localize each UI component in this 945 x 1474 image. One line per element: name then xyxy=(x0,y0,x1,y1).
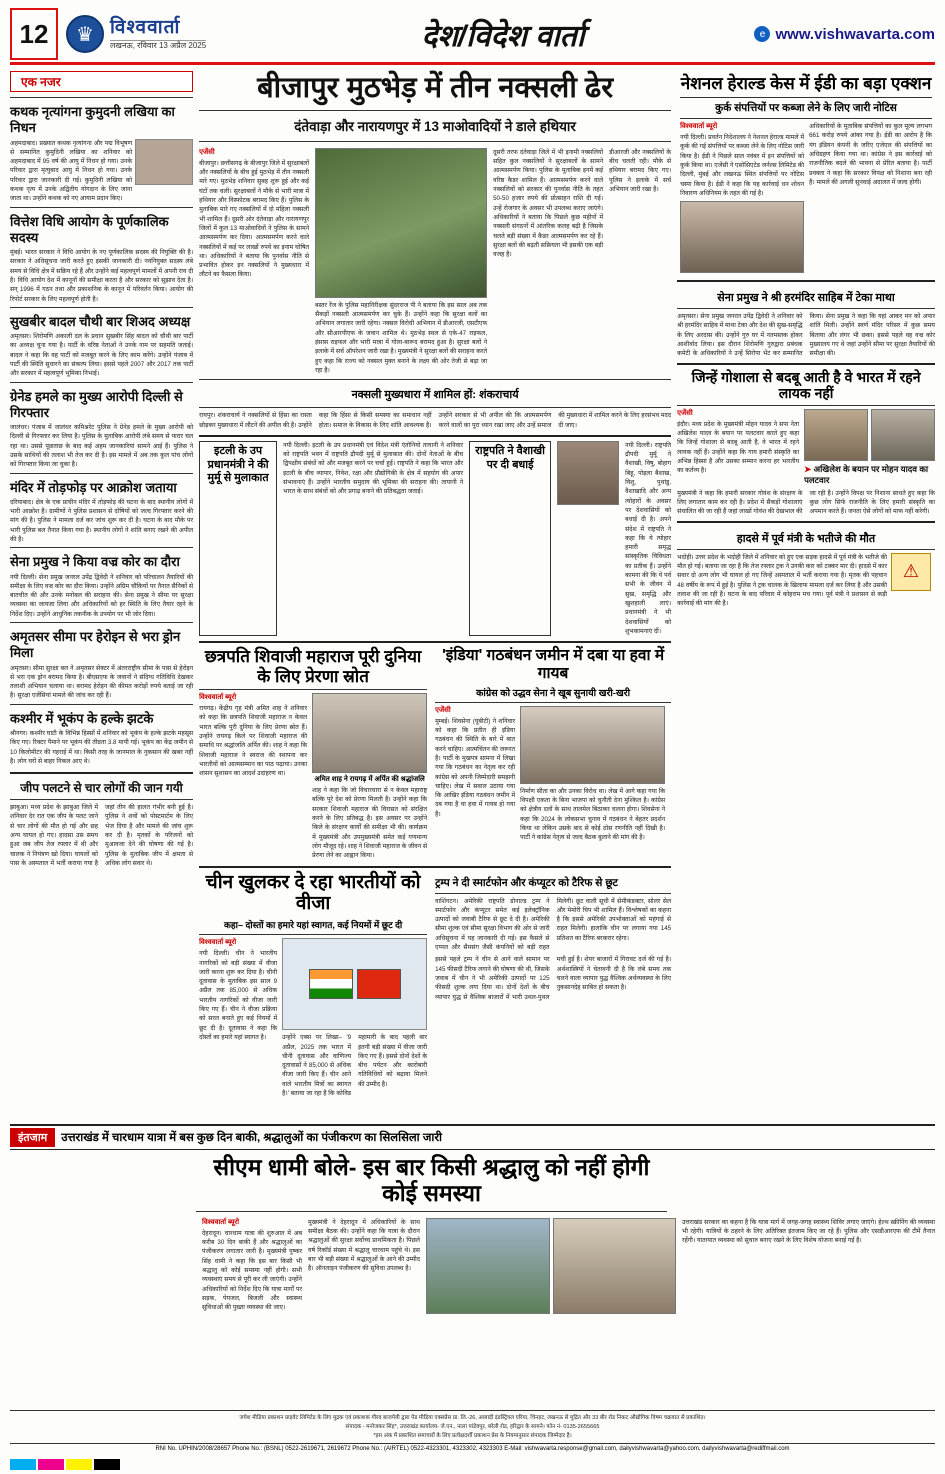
brief-headline: वित्तेश विधि आयोग के पूर्णकालिक सदस्य xyxy=(10,213,169,245)
center-column xyxy=(199,71,671,1098)
section-title: देश/विदेश वार्ता xyxy=(421,19,585,53)
brief-headline: सेना प्रमुख ने किया वज्र कोर का दौरा xyxy=(10,554,180,570)
goshala-headline: जिन्हें गोशाला से बदबू आती है वे भारत में रहने लायक नहीं xyxy=(691,368,921,402)
india-alliance-agency: एजेंसी xyxy=(435,706,451,714)
logo-subtitle: लखनऊ, रविवार 13 अप्रैल 2025 xyxy=(110,40,207,50)
lead-col-2: बस्तर रेंज के पुलिस महानिरीक्षक सुंदरराज पी ने बताया कि इस साल अब तक सैकड़ों नक्सली आत्मसमर्पण कर चुके हैं। उन्होंने कहा कि सुरक्षा बलों का अभियान लगातार जारी रहेगा। नक्सल विरोधी अभियान में डीआरजी, एसटीएफ और सीआरपीएफ के जवान शामिल थे। मुठभेड़ स्थल से एके-47 राइफल, इंसास राइफल और भारी मात्रा में गोला-बारूद बरामद हुआ है। सुरक्षा बलों ने इलाके में सर्च ऑपरेशन जारी रखा है। मुख्यमंत्री ने सुरक्षा बलों की सराहना करते हुए कहा कि राज्य को नक्सल मुक्त बनाने के लक्ष्य की ओर तेजी से बढ़ा जा रहा है। xyxy=(315,301,488,374)
brief-headline: कथक नृत्यांगना कुमुदनी लखिया का निधन xyxy=(10,104,175,136)
security-forces-jungle-photo xyxy=(315,148,487,298)
brief-item xyxy=(10,386,193,470)
trump-story xyxy=(435,872,671,1099)
brief-item xyxy=(10,311,193,379)
rashtrapati-box xyxy=(469,441,551,636)
footer-line-1: जयेश मीडिया प्रकाशन प्राइवेट लिमिटेड के लिए मुद्रक एवं प्रकाशक गौरव बाजपेयी द्वारा पेड मीडिया एक्सप्रेस प्रा. लि.-26, आबादी इंडस्ट्रियल एरिया, चिनहट, लखनऊ से मुद्रित और 33 बीर रोड निकट औद्योगिक विषम चक्रवात से प्रकाशित। xyxy=(239,1415,706,1422)
brief-body: नयी दिल्ली। सेना प्रमुख जनरल उपेंद्र द्विवेदी ने शनिवार को परिचालन तैयारियों की समीक्षा के लिए वज्र कोर का दौरा किया। उन्होंने अग्रिम चौकियों पर तैनात सैनिकों से बातचीत की और उनके मनोबल की सराहना की। सेना प्रमुख ने सीमा पर सुरक्षा व्यवस्था का जायजा लिया और अधिकारियों को हर स्थिति के लिए तैयार रहने के निर्देश दिए। उन्होंने आधुनिक तकनीक के उपयोग पर भी जोर दिया। xyxy=(10,573,194,618)
national-herald-headline: नेशनल हेराल्ड केस में ईडी का बड़ा एक्शन xyxy=(680,74,932,93)
china-flag-icon xyxy=(357,969,401,999)
footer-rni: RNI No. UPHIN/2008/28657 Phone No.: (BSNL) 0522-2619671, 2619672 Phone No.: (AIRTEL) 0522-4323301, 4323302, 4323303 E-Mail: vishwavarta.response@gmail.com, dailyvishwavarta@yahoo.com, dailyvishwavarta@rediffmail.com xyxy=(10,1443,935,1452)
brief-body: अमृतसर। सीमा सुरक्षा बल ने अमृतसर सेक्टर में अंतरराष्ट्रीय सीमा के पास से हेरोइन से भरा एक ड्रोन बरामद किया है। बीएसएफ के जवानों ने संदिग्ध गतिविधि देखकर तलाशी अभियान चलाया था। बरामद हेरोइन की कीमत करोड़ों रुपये बताई जा रही है। सुरक्षा एजेंसियां मामले की जांच कर रही हैं। xyxy=(10,664,194,700)
accident-warning-icon: ⚠ xyxy=(891,553,931,591)
right-bottom-headline: हादसे में पूर्व मंत्री के भतीजे की मौत xyxy=(736,532,876,545)
arrow-icon: ➤ xyxy=(804,463,812,474)
shivaji-col-2: शाह ने कहा कि जो विचारधारा से न केवल महाराष्ट्र बल्कि पूरे देश को प्रेरणा मिलती है। उन्होंने कहा कि सरकार शिवाजी महाराज की विरासत को संरक्षित करने के लिए प्रतिबद्ध है। इस अवसर पर उन्होंने किले के संरक्षण कार्यों की समीक्षा भी की। कार्यक्रम में मुख्यमंत्री और उपमुख्यमंत्री समेत कई गणमान्य लोग मौजूद रहे। शाह ने शिवाजी महाराज के जीवन से प्रेरणा लेने का आह्वान किया। xyxy=(312,787,428,860)
brief-body: अहमदाबाद। प्रख्यात कथक नृत्यांगना और पद्म विभूषण से सम्मानित कुमुदिनी लखिया का शनिवार को अहमदाबाद में 95 वर्ष की आयु में निधन हो गया। उनके परिवार द्वारा मृत्युबाद आयु में निधन हो गया। उनके परिवार द्वारा जानकारी दी गई। कुमुदिनी लखिया को कथक नृत्य में उनके अद्वितीय योगदान के लिए जाना जाता था। उन्होंने कथक को नए आयाम प्रदान किए। xyxy=(10,139,193,204)
army-chief-headline: सेना प्रमुख ने श्री हरमंदिर साहिब में टेका माथा xyxy=(717,292,895,305)
india-flag-icon xyxy=(309,969,353,999)
italy-headline: इटली के उप प्रधानमंत्री ने की मुर्मू से मुलाकात xyxy=(207,444,269,485)
cm-dhami-photo xyxy=(553,1218,677,1314)
section-title-wrap xyxy=(281,8,725,60)
lead-col-4: डीआरजी और नक्सलियों के बीच चलती रही। मौके से हथियार बरामद किए गए। पुलिस ने इलाके में सर्च अभियान जारी रखा है। xyxy=(609,148,672,194)
goshala-note: ➤ अखिलेश के बयान पर मोहन यादव का पलटवार xyxy=(804,463,929,485)
publication-logo xyxy=(66,8,281,60)
brief-item xyxy=(10,101,193,204)
rashtrapati-headline: राष्ट्रपति ने वैशाखी पर दी बधाई xyxy=(475,444,545,471)
national-herald-col-2: अधिकारियों के मुताबिक संपत्तियों का कुल मूल्य लगभग 661 करोड़ रुपये आंका गया है। ईडी का आरोप है कि यंग इंडियन कंपनी के जरिए एजेएल की संपत्तियों का अधिग्रहण किया गया था। कांग्रेस ने इस कार्रवाई को राजनीतिक बदले की भावना से प्रेरित बताया है। पार्टी प्रवक्ता ने कहा कि सरकार विपक्ष को निशाना बना रही है। मामले की अगली सुनवाई अदालत में जल्द होगी। xyxy=(809,123,932,186)
intezam-tag: इंतजाम xyxy=(10,1128,55,1147)
uddhav-thackeray-photo xyxy=(520,706,665,784)
brief-headline: मंदिर में तोड़फोड़ पर आक्रोश जताया xyxy=(10,479,177,495)
national-herald-dek: कुर्क संपत्तियों पर कब्जा लेने के लिए जारी नोटिस xyxy=(715,102,897,115)
india-alliance-headline: 'इंडिया' गठबंधन जमीन में दबा या हवा में गायब xyxy=(442,647,665,682)
right-bottom-body: भदोही। उत्तर प्रदेश के भदोही जिले में शनिवार को हुए एक सड़क हादसे में पूर्व मंत्री के भतीजे की मौत हो गई। बताया जा रहा है कि तेज रफ्तार ट्रक ने उनकी कार को टक्कर मार दी। हादसे में कार सवार दो अन्य लोग भी घायल हो गए जिन्हें अस्पताल में भर्ती कराया गया है। मृतक की पहचान 48 वर्षीय के रूप में हुई है। पुलिस ने ट्रक चालक के खिलाफ मामला दर्ज कर लिया है और उसकी तलाश की जा रही है। घटना के बाद परिवार में कोहराम मच गया। पूर्व मंत्री ने प्रशासन से कड़ी कार्रवाई की मांग की है। xyxy=(677,553,887,608)
goshala-story xyxy=(677,369,935,517)
brief-item xyxy=(10,626,193,701)
china-visa-story xyxy=(199,872,427,1099)
goshala-byline: एजेंसी xyxy=(677,409,693,417)
kumudini-lakhia-photo xyxy=(135,139,193,185)
bottom-band-title: उत्तराखंड में चारधाम यात्रा में बस कुछ दिन बाकी, श्रद्धालुओं का पंजीकरण का सिलसिला जारी xyxy=(61,1132,443,1144)
lead-col-1: बीजापुर। छत्तीसगढ़ के बीजापुर जिले में सुरक्षाबलों और नक्सलियों के बीच हुई मुठभेड़ में तीन नक्सली मारे गए। मुठभेड़ शनिवार सुबह शुरू हुई और कई घंटों तक चली। सुरक्षाबलों ने मौके से भारी मात्रा में हथियार और विस्फोटक बरामद किए हैं। पुलिस के मुताबिक मारे गए नक्सलियों में दो महिला नक्सली भी शामिल हैं। दूसरी ओर दंतेवाड़ा और नारायणपुर जिलों में कुल 13 माओवादियों ने पुलिस के सामने आत्मसमर्पण कर दिया। आत्मसमर्पण करने वाले नक्सलियों में कई पर लाखों रुपये का इनाम घोषित था। अधिकारियों ने बताया कि पुनर्वास नीति से प्रभावित होकर इन नक्सलियों ने मुख्यधारा में लौटने का फैसला किया। xyxy=(199,159,310,279)
kedarnath-temple-photo xyxy=(426,1218,550,1314)
national-herald-col-1: नयी दिल्ली। प्रवर्तन निदेशालय ने नेशनल हेराल्ड मामले में कुर्क की गई संपत्तियों पर कब्जा लेने के लिए नोटिस जारी किया है। ईडी ने पिछले साल नवंबर में इन संपत्तियों को कुर्क किया था। एजेंसी ने एसोसिएटेड जर्नल्स लिमिटेड की दिल्ली, मुंबई और लखनऊ स्थित संपत्तियों पर नोटिस चस्पा किया है। ईडी ने कहा कि यह कार्रवाई धन शोधन निवारण अधिनियम के तहत की गई है। xyxy=(680,134,805,197)
india-alliance-col-1: मुम्बई। शिवसेना (यूबीटी) ने शनिवार को कहा कि प्रतीत ही इंडिया गठबंधन की स्थिति के बारे में बात करने चाहिए। आत्मचिंतन की जरूरत है। पार्टी के मुखपत्र सामना में लिखा गया कि गठबंधन का नेतृत्व कर रही कांग्रेस को अपनी जिम्मेदारी समझनी चाहिए। लेख में सवाल उठाया गया कि आखिर इंडिया गठबंधन जमीन में दब गया है या हवा में गायब हो गया है। xyxy=(435,717,516,818)
ed-case-leaders-photo xyxy=(680,201,804,273)
left-bottom-story xyxy=(10,778,193,868)
lead-agency: एजेंसी xyxy=(199,148,215,156)
right-column xyxy=(677,71,935,1098)
goshala-col-1: इंदौर। मध्य प्रदेश के मुख्यमंत्री मोहन यादव ने सपा नेता अखिलेश यादव के बयान पर पलटवार करते हुए कहा कि जिन्हें गोशाला से बदबू आती है, वे भारत में रहने लायक नहीं हैं। उन्होंने कहा कि गाय हमारी संस्कृति का अभिन्न हिस्सा है और उसका सम्मान करना हर भारतीय का कर्तव्य है। xyxy=(677,420,800,475)
page-body xyxy=(10,71,935,1098)
brief-item xyxy=(10,211,193,304)
left-column xyxy=(10,71,193,1098)
website-text: www.vishwavarta.com xyxy=(775,25,935,43)
left-bottom-headline: जीप पलटने से चार लोगों की जान गयी xyxy=(20,781,183,796)
globe-icon: e xyxy=(754,26,770,42)
national-herald-story xyxy=(677,71,935,276)
left-bottom-body: झाबुआ। मध्य प्रदेश के झाबुआ जिले में शनिवार देर रात एक जीप के पलट जाने से चार लोगों की मौत हो गई और छह अन्य घायल हो गए। हादसा उस समय हुआ जब जीप तेज रफ्तार में थी और चालक ने नियंत्रण खो दिया। घायलों को पास के अस्पताल में भर्ती कराया गया है जहां तीन की हालत गंभीर बनी हुई है। पुलिस ने शवों को पोस्टमार्टम के लिए भेज दिया है और मामले की जांच शुरू कर दी है। मृतकों के परिजनों को मुआवजा देने की घोषणा की गई है। पुलिस के मुताबिक जीप में क्षमता से अधिक लोग सवार थे। xyxy=(10,804,194,867)
shivaji-col-1: रायगढ़। केंद्रीय गृह मंत्री अमित शाह ने शनिवार को कहा कि छत्रपति शिवाजी महाराज न केवल भारत बल्कि पूरी दुनिया के लिए प्रेरणा स्रोत हैं। उन्होंने रायगढ़ किले पर शिवाजी महाराज की समाधि पर श्रद्धांजलि अर्पित की। शाह ने कहा कि शिवाजी महाराज ने स्वराज की स्थापना कर भारतीयों को आत्मसम्मान का पाठ पढ़ाया। उनका शासन सुशासन का आदर्श उदाहरण था। xyxy=(199,705,308,778)
bottom-band-headline: सीएम धामी बोले- इस बार किसी श्रद्धालु को नहीं होगी कोई समस्या xyxy=(213,1154,650,1207)
shivaji-story xyxy=(199,647,427,860)
shankaracharya-body: रायपुर। शंकराचार्य ने नक्सलियों से हिंसा का रास्ता छोड़कर मुख्यधारा में लौटने की अपील की है। उन्होंने कहा कि हिंसा से किसी समस्या का समाधान नहीं होता। समाज के विकास के लिए शांति आवश्यक है। उन्होंने सरकार से भी अपील की कि आत्मसमर्पण करने वालों का पूरा ध्यान रखा जाए और उन्हें समाज की मुख्यधारा में शामिल करने के लिए हरसंभव मदद दी जाए। xyxy=(199,412,672,429)
website-link[interactable] xyxy=(725,8,935,60)
trump-body-2: इससे पहले ट्रम्प ने चीन से आने वाले सामान पर 145 फीसदी टैरिफ लगाने की घोषणा की थी, जिसके जवाब में चीन ने भी अमेरिकी उत्पादों पर 125 फीसदी शुल्क लगा दिया था। दोनों देशों के बीच व्यापार युद्ध से वैश्विक बाजारों में भारी उथल-पुथल मची हुई है। शेयर बाजारों में गिरावट दर्ज की गई है। अर्थशास्त्रियों ने चेतावनी दी है कि लंबे समय तक चलने वाला व्यापार युद्ध वैश्विक अर्थव्यवस्था के लिए नुकसानदेह साबित हो सकता है। xyxy=(435,956,672,1001)
right-bottom-story xyxy=(677,527,935,609)
india-china-flags-photo xyxy=(282,938,427,1030)
india-alliance-col-2: निर्माण सीता का और उनका विरोध था। लेख में आगे कहा गया कि विपक्षी एकता के बिना भाजपा को चुनौती देना मुश्किल है। कांग्रेस को क्षेत्रीय दलों के साथ तालमेल बिठाकर चलना होगा। शिवसेना ने कहा कि 2024 के लोकसभा चुनाव में गठबंधन ने बेहतर प्रदर्शन किया था लेकिन उसके बाद से कोई ठोस रणनीति नहीं दिखी है। पार्टी ने कांग्रेस नेतृत्व से जल्द बैठक बुलाने की मांग की है। xyxy=(520,787,666,842)
brief-headline: ग्रेनेड हमले का मुख्य आरोपी दिल्ली से गिरफ्तार xyxy=(10,388,183,420)
goshala-col-2: मुख्यमंत्री ने कहा कि हमारी सरकार गोवंश के संरक्षण के लिए लगातार काम कर रही है। प्रदेश में सैकड़ों गोशालाएं संचालित की जा रही हैं जहां लाखों गोवंश की देखभाल की जा रही है। उन्होंने विपक्ष पर निशाना साधते हुए कहा कि कुछ लोग सिर्फ राजनीति के लिए हमारी संस्कृति का अपमान करते हैं। जनता ऐसे लोगों को माफ नहीं करेगी। xyxy=(677,489,935,516)
lead-headline: बीजापुर मुठभेड़ में तीन नक्सली ढेर xyxy=(257,72,614,104)
army-chief-story xyxy=(677,286,935,358)
shivaji-headline: छत्रपति शिवाजी महाराज पूरी दुनिया के लिए प्रेरणा स्रोत xyxy=(204,647,422,686)
china-visa-headline: चीन खुलकर दे रहा भारतीयों को वीजा xyxy=(205,871,421,915)
brief-body: मुंबई। भारत सरकार ने विधि आयोग के नए पूर्णकालिक सदस्य की नियुक्ति की है। सरकार ने अधिसूचना जारी करते हुए इसकी जानकारी दी। नवनियुक्त सदस्य लंबे समय से विधि क्षेत्र में सक्रिय रहे हैं और उन्होंने कई महत्वपूर्ण मामलों में अपनी राय दी है। विधि आयोग देश में कानूनों की समीक्षा करता है और सरकार को सुझाव देता है। सन् 1996 में गठन तथा और प्रकाशनिक के कानून में परिवर्तन किया। आयोग की रिपोर्ट सरकार के लिए महत्वपूर्ण होती है। xyxy=(10,249,194,303)
brief-body: अमृतसर। शिरोमणि अकाली दल के प्रधान सुखबीर सिंह बादल को चौथी बार पार्टी का अध्यक्ष चुना गया है। पार्टी के वरिष्ठ नेताओं ने उनके नाम पर सहमति जताई। बादल ने कहा कि वह पार्टी को मजबूत करने के लिए काम करेंगे। उन्होंने पंजाब में पार्टी की स्थिति सुधारने का संकल्प लिया। इससे पहले 2007 और 2017 तक पार्टी और सरकार में महत्वपूर्ण भूमिका निभाई। xyxy=(10,333,194,378)
brief-headline: कश्मीर में भूकंप के हल्के झटके xyxy=(10,710,154,726)
brief-body: श्रीनगर। कश्मीर घाटी के विभिन्न हिस्सों में शनिवार को भूकंप के हल्के झटके महसूस किए गए। रिक्टर पैमाने पर भूकंप की तीव्रता 3.8 मापी गई। भूकंप का केंद्र जमीन से 10 किलोमीटर की गहराई में था। किसी तरह के जानमाल के नुकसान की खबर नहीं है। लोग घरों से बाहर निकल आए थे। xyxy=(10,729,194,765)
china-visa-col-1: नयी दिल्ली। चीन ने भारतीय नागरिकों को बड़ी संख्या में वीजा जारी करना शुरू कर दिया है। चीनी दूतावास के मुताबिक इस साल 9 अप्रैल तक 85,000 से अधिक भारतीय नागरिकों को वीजा जारी किए गए हैं। चीन ने वीजा प्रक्रिया को सरल बनाते हुए कई नियमों में छूट दी है। दूतावास ने कहा कि दोस्तों का हमारे यहां स्वागत है। xyxy=(199,950,278,1041)
india-alliance-dek: कांग्रेस को उद्धव सेना ने खूब सुनायी खरी-खरी xyxy=(476,687,631,699)
china-visa-byline: विश्ववार्ता ब्यूरो xyxy=(199,939,237,947)
vishwavarta-emblem-icon: ♛ xyxy=(66,15,104,53)
logo-title: विश्ववार्ता xyxy=(110,16,181,38)
rashtrapati-body: नयी दिल्ली। राष्ट्रपति द्रौपदी मुर्मू ने वैशाखी, विषु, बोहाग बिहू, पोइला बैशाख, विशु, पुथांडु, वैशाखादि और अन्य त्योहारों के अवसर पर देशवासियों को बधाई दी है। अपने संदेश में राष्ट्रपति ने कहा कि ये त्योहार हमारी समृद्ध सांस्कृतिक विविधता का प्रतीक हैं। उन्होंने कामना की कि ये पर्व सभी के जीवन में सुख, समृद्धि और खुशहाली लाएं। प्रधानमंत्री ने भी देशवासियों को शुभकामनाएं दीं। xyxy=(625,441,672,635)
brief-item xyxy=(10,708,193,766)
brief-headline: सुखबीर बादल चौथी बार शिअद अध्यक्ष xyxy=(10,313,191,329)
footer-line-2: संपादक - मनोजकर सिंह*, उत्तराखंड कार्यालय- जे.एन., नाला पांडेयपुर, बरेली रोड, हरिद्वार के सामने। फोन नं- 0135-2655665 xyxy=(345,1424,600,1431)
lead-col-3: दूसरी तरफ दंतेवाड़ा जिले में भी इनामी नक्सलियों सहित कुल नक्सलियों ने सुरक्षाबलों के सामने आत्मसमर्पण किया। पुलिस के मुताबिक इनमें कई वरिष्ठ कैडर शामिल हैं। आत्मसमर्पण करने वाले नक्सलियों को सरकार की पुनर्वास नीति के तहत 50-50 हजार रुपये की प्रोत्साहन राशि दी गई। उन्हें रोजगार के अवसर भी उपलब्ध कराए जाएंगे। अधिकारियों ने बताया कि पिछले कुछ महीनों में नक्सली संगठनों में आंतरिक कलह बढ़ी है जिसके चलते बड़ी संख्या में कैडर आत्मसमर्पण कर रहे हैं। सुरक्षा बलों की बढ़ती सक्रियता भी इसकी एक बड़ी वजह है। xyxy=(493,148,604,259)
page-footer xyxy=(10,1410,935,1452)
footer-line-3: *इस अंक में प्रकाशित समाचारों के लिए प्रत्येक्षदर्शी प्रकाशन प्रेस के नियमानुसार संपादक जिम्मेदार है। xyxy=(373,1433,572,1440)
brief-body: जालंधर। पंजाब में जालंधर कमिश्नरेट पुलिस ने ग्रेनेड हमले के मुख्य आरोपी को दिल्ली से गिरफ्तार कर लिया है। पुलिस के मुताबिक आरोपी लंबे समय से फरार चल रहा था। उससे पूछताछ के बाद कई अहम जानकारियां सामने आई हैं। पुलिस ने उसके साथियों की तलाश भी तेज कर दी है। इस मामले में अब तक कुल पांच लोगों को गिरफ्तार किया जा चुका है। xyxy=(10,424,194,469)
bottom-band-byline: विश्ववार्ता ब्यूरो xyxy=(202,1218,240,1226)
india-alliance-story xyxy=(435,647,671,860)
amit-shah-photo xyxy=(312,693,427,773)
brief-body: दरियाबाद। क्षेत्र के एक प्राचीन मंदिर में तोड़फोड़ की घटना के बाद स्थानीय लोगों में भारी आक्रोश है। ग्रामीणों ने पुलिस प्रशासन से दोषियों को जल्द गिरफ्तार करने की मांग की है। पुलिस ने मामला दर्ज कर जांच शुरू कर दी है। घटना के बाद मौके पर भारी पुलिस बल तैनात किया गया है। स्थानीय लोगों ने शांति बनाए रखने की अपील की है। xyxy=(10,498,194,544)
brief-headline: अमृतसर सीमा पर हेरोइन से भरा ड्रोन मिला xyxy=(10,629,181,661)
ek-nazar-tag: एक नजर xyxy=(10,71,193,92)
bottom-band-col-3: उत्तराखंड सरकार का कहना है कि यात्रा मार्ग में जगह-जगह स्वास्थ्य शिविर लगाए जाएंगे। हेल्थ स्क्रीनिंग की व्यवस्था भी रहेगी। यात्रियों के ठहरने के लिए अतिरिक्त इंतजाम किए जा रहे हैं। पुलिस और एसडीआरएफ की टीमें तैनात रहेंगी। यातायात व्यवस्था को सुचारु बनाए रखने के लिए विशेष योजना बनाई गई है। xyxy=(682,1218,935,1245)
bottom-band-col-2: मुख्यमंत्री ने देहरादून में अधिकारियों के साथ समीक्षा बैठक की। उन्होंने कहा कि यात्रा के दौरान श्रद्धालुओं की सुरक्षा सर्वोच्च प्राथमिकता है। पिछले वर्ष रिकॉर्ड संख्या में श्रद्धालु चारधाम पहुंचे थे। इस बार भी बड़ी संख्या में श्रद्धालुओं के आने की उम्मीद है। ऑनलाइन पंजीकरण की सुविधा उपलब्ध है। xyxy=(308,1218,420,1273)
mohan-yadav-photo xyxy=(804,409,868,461)
president-murmu-photo xyxy=(557,441,619,505)
shankaracharya-subhead: नक्सली मुख्यधारा में शामिल हों: शंकराचार्य xyxy=(351,389,519,402)
army-chief-body: अमृतसर। सेना प्रमुख जनरल उपेंद्र द्विवेदी ने शनिवार को श्री हरमंदिर साहिब में माथा टेका और देश की सुख-समृद्धि के लिए अरदास की। उन्होंने गुरु घर में नतमस्तक होकर आशीर्वाद लिया। इस दौरान शिरोमणि गुरुद्वारा प्रबंधक कमेटी के अधिकारियों ने उन्हें सिरोपा भेंट कर सम्मानित किया। सेना प्रमुख ने कहा कि यहां आकर मन को अपार शांति मिली। उन्होंने स्वर्ण मंदिर परिसर में कुछ समय बिताया और लंगर भी छका। इससे पहले वह वज्र कोर मुख्यालय गए थे जहां उन्होंने सीमा पर सुरक्षा तैयारियों की समीक्षा की। xyxy=(677,313,935,358)
china-visa-dek: कहा– दोस्तों का हमारे यहां स्वागत, कई नियमों में छूट दी xyxy=(223,920,403,931)
italy-box xyxy=(199,441,277,636)
cmyk-registration-marks xyxy=(10,1459,120,1470)
brief-item xyxy=(10,477,193,545)
china-visa-col-2: उन्होंने एक्स पर लिखा– '9 अप्रैल, 2025 तक भारत में चीनी दूतावास और वाणिज्य दूतावासों ने 85,000 से अधिक वीजा जारी किए हैं। चीन आने वाले भारतीय मित्रों का स्वागत है।' बताया जा रहा है कि कोविड महामारी के बाद पहली बार इतनी बड़ी संख्या में वीजा जारी किए गए हैं। इससे दोनों देशों के बीच पर्यटन और कारोबारी गतिविधियों को बढ़ावा मिलने की उम्मीद है। xyxy=(282,1034,428,1098)
bottom-band-col-1: देहरादून। चारधाम यात्रा की शुरुआत में अब करीब 30 दिन बाकी हैं और श्रद्धालुओं का पंजीकरण लगातार जारी है। मुख्यमंत्री पुष्कर सिंह धामी ने कहा कि इस बार किसी भी श्रद्धालु को कोई समस्या नहीं होगी। सभी व्यवस्थाएं समय से पूरी कर ली जाएंगी। उन्होंने अधिकारियों को निर्देश दिए कि यात्रा मार्गों पर सड़क, पेयजल, बिजली और स्वास्थ्य सुविधाओं की पुख्ता व्यवस्था की जाए। xyxy=(202,1229,302,1312)
akhilesh-yadav-photo xyxy=(871,409,935,461)
page-number: 12 xyxy=(10,8,58,60)
shivaji-photo-caption: अमित शाह ने रायगढ़ में अर्पित की श्रद्धांजलि xyxy=(314,776,425,784)
bottom-band-header xyxy=(10,1124,935,1150)
bottom-band-story xyxy=(10,1120,935,1314)
lead-subhead: दंतेवाड़ा और नारायणपुर में 13 माओवादियों ने डाले हथियार xyxy=(294,118,576,134)
brief-item xyxy=(10,551,193,619)
shivaji-byline: विश्ववार्ता ब्यूरो xyxy=(199,694,237,702)
national-herald-byline: विश्ववार्ता ब्यूरो xyxy=(680,123,718,131)
masthead xyxy=(10,8,935,65)
italy-body: नयी दिल्ली। इटली के उप प्रधानमंत्री एवं विदेश मंत्री एंतोनियो तायानी ने शनिवार को राष्ट्रपति भवन में राष्ट्रपति द्रौपदी मुर्मू से मुलाकात की। दोनों नेताओं के बीच द्विपक्षीय संबंधों को और मजबूत करने पर चर्चा हुई। राष्ट्रपति ने कहा कि भारत और इटली के बीच व्यापार, निवेश, रक्षा और प्रौद्योगिकी के क्षेत्र में सहयोग की अपार संभावनाएं हैं। उन्होंने भारतीय समुदाय की भूमिका की सराहना की। तायानी ने भारत के साथ संबंधों को और प्रगाढ़ बनाने की प्रतिबद्धता जताई। xyxy=(283,441,464,496)
trump-headline: ट्रम्प ने दी स्मार्टफोन और कंप्यूटर को टैरिफ से छूट xyxy=(435,876,618,889)
trump-body: वाशिंगटन। अमेरिकी राष्ट्रपति डोनाल्ड ट्रम्प ने स्मार्टफोन और कंप्यूटर समेत कई इलेक्ट्रॉनिक उत्पादों को जवाबी टैरिफ से छूट दे दी है। अमेरिकी सीमा शुल्क एवं सीमा सुरक्षा विभाग की ओर से जारी अधिसूचना में यह जानकारी दी गई। इस फैसले से एप्पल और सैमसंग जैसी कंपनियों को बड़ी राहत मिलेगी। छूट वाली सूची में सेमीकंडक्टर, सोलर सेल और मेमोरी चिप भी शामिल हैं। विश्लेषकों का कहना है कि इससे अमेरिकी उपभोक्ताओं को महंगाई से राहत मिलेगी। हालांकि चीन पर लगाया गया 145 प्रतिशत का टैरिफ बरकरार रहेगा। xyxy=(435,897,672,952)
